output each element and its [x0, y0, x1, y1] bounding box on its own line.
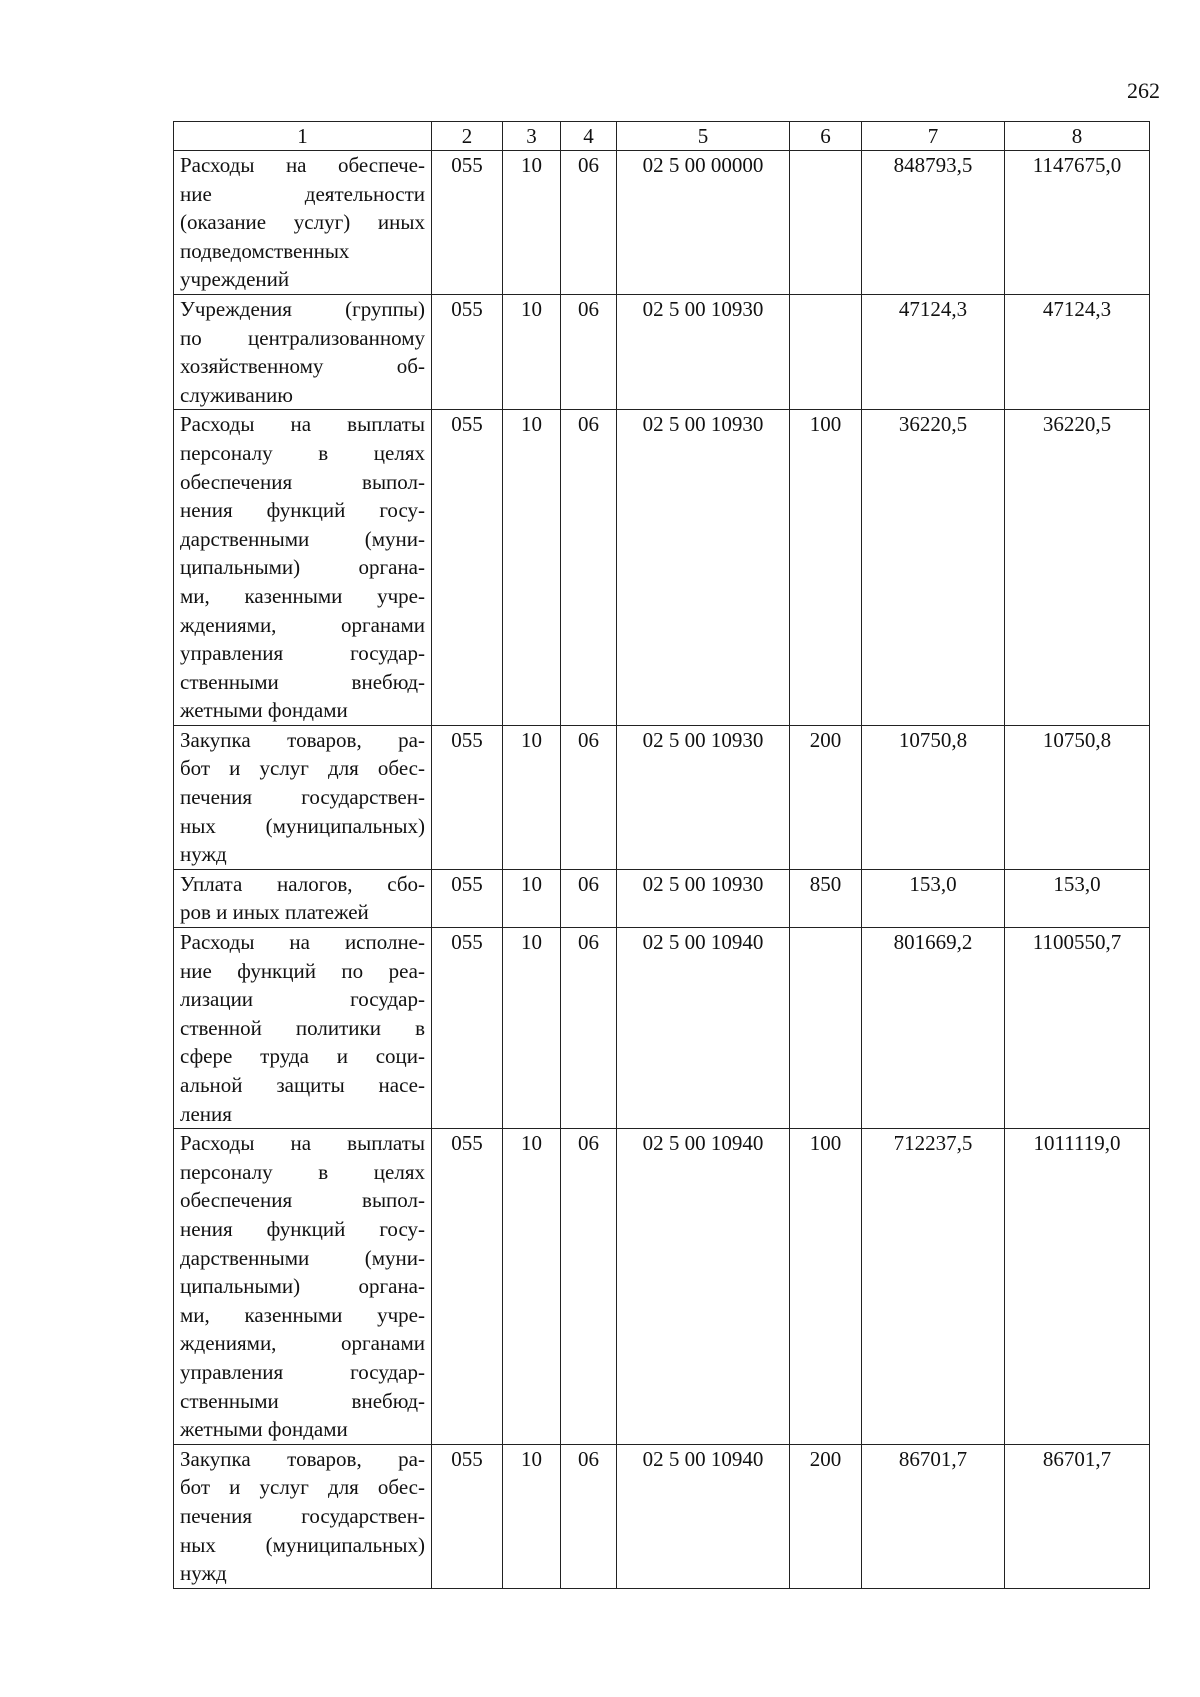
subsection-code: 06	[561, 410, 617, 726]
column-header-4: 4	[561, 122, 617, 151]
expense-description	[174, 294, 432, 409]
amount-year-2: 36220,5	[1005, 410, 1150, 726]
amount-year-1: 10750,8	[862, 725, 1005, 869]
description-line: дарственными (муни-	[180, 1245, 425, 1270]
expense-description	[174, 151, 432, 295]
table-row	[174, 1129, 1150, 1445]
budget-table	[173, 121, 1150, 1589]
expense-type-code: 100	[790, 410, 862, 726]
column-header-6: 6	[790, 122, 862, 151]
table-body	[174, 151, 1150, 1589]
description-line: ственными внебюд-	[180, 669, 425, 694]
expense-description	[174, 725, 432, 869]
section-code: 10	[503, 869, 561, 927]
target-article-code: 02 5 00 10940	[617, 1129, 790, 1445]
description-line: ми, казенными учре-	[180, 1302, 425, 1327]
table-row	[174, 928, 1150, 1129]
subsection-code: 06	[561, 928, 617, 1129]
subsection-code: 06	[561, 1444, 617, 1588]
amount-year-2: 1100550,7	[1005, 928, 1150, 1129]
description-line: (оказание услуг) иных	[180, 210, 425, 235]
description-line: лизации государ-	[180, 987, 425, 1012]
description-line: ления	[180, 1101, 232, 1126]
amount-year-2: 47124,3	[1005, 294, 1150, 409]
description-line: нения функций госу-	[180, 1216, 425, 1241]
expense-description	[174, 410, 432, 726]
table-row	[174, 725, 1150, 869]
expense-description	[174, 928, 432, 1129]
amount-year-1: 712237,5	[862, 1129, 1005, 1445]
description-line: ров и иных платежей	[180, 900, 369, 925]
expense-description	[174, 1129, 432, 1445]
description-line: ных (муниципальных)	[180, 813, 425, 838]
description-line: жетными фондами	[180, 1417, 348, 1442]
section-code: 10	[503, 410, 561, 726]
amount-year-1: 47124,3	[862, 294, 1005, 409]
amount-year-2: 1011119,0	[1005, 1129, 1150, 1445]
description-line: персоналу в целях	[180, 440, 425, 465]
description-line: печения государствен-	[180, 785, 425, 810]
section-code: 10	[503, 928, 561, 1129]
expense-type-code	[790, 928, 862, 1129]
subsection-code: 06	[561, 294, 617, 409]
column-header-3: 3	[503, 122, 561, 151]
description-line: бот и услуг для обес-	[180, 756, 425, 781]
section-code: 10	[503, 725, 561, 869]
expense-description	[174, 869, 432, 927]
target-article-code: 02 5 00 10940	[617, 1444, 790, 1588]
description-line: нужд	[180, 1561, 227, 1586]
description-line: служиванию	[180, 382, 293, 407]
ministry-code: 055	[432, 928, 503, 1129]
description-line: ми, казенными учре-	[180, 583, 425, 608]
description-line: нужд	[180, 842, 227, 867]
amount-year-2: 10750,8	[1005, 725, 1150, 869]
amount-year-1: 153,0	[862, 869, 1005, 927]
description-line: Уплата налогов, сбо-	[180, 871, 425, 896]
amount-year-2: 153,0	[1005, 869, 1150, 927]
amount-year-2: 86701,7	[1005, 1444, 1150, 1588]
description-line: ных (муниципальных)	[180, 1532, 425, 1557]
target-article-code: 02 5 00 00000	[617, 151, 790, 295]
ministry-code: 055	[432, 410, 503, 726]
subsection-code: 06	[561, 725, 617, 869]
column-header-2: 2	[432, 122, 503, 151]
column-header-1: 1	[174, 122, 432, 151]
ministry-code: 055	[432, 294, 503, 409]
expense-type-code: 850	[790, 869, 862, 927]
amount-year-1: 801669,2	[862, 928, 1005, 1129]
subsection-code: 06	[561, 1129, 617, 1445]
description-line: Закупка товаров, ра-	[180, 1446, 425, 1471]
description-line: по централизованному	[180, 325, 425, 350]
description-line: подведомственных	[180, 238, 350, 263]
description-line: Расходы на исполне-	[180, 930, 425, 955]
description-line: нения функций госу-	[180, 498, 425, 523]
column-header-8: 8	[1005, 122, 1150, 151]
column-header-7: 7	[862, 122, 1005, 151]
subsection-code: 06	[561, 151, 617, 295]
ministry-code: 055	[432, 151, 503, 295]
description-line: бот и услуг для обес-	[180, 1475, 425, 1500]
expense-description	[174, 1444, 432, 1588]
expense-type-code: 200	[790, 725, 862, 869]
target-article-code: 02 5 00 10940	[617, 928, 790, 1129]
description-line: ние функций по реа-	[180, 958, 425, 983]
description-line: Закупка товаров, ра-	[180, 727, 425, 752]
expense-type-code	[790, 294, 862, 409]
ministry-code: 055	[432, 869, 503, 927]
section-code: 10	[503, 294, 561, 409]
amount-year-1: 848793,5	[862, 151, 1005, 295]
description-line: дарственными (муни-	[180, 526, 425, 551]
target-article-code: 02 5 00 10930	[617, 725, 790, 869]
target-article-code: 02 5 00 10930	[617, 410, 790, 726]
ministry-code: 055	[432, 1444, 503, 1588]
column-header-5: 5	[617, 122, 790, 151]
subsection-code: 06	[561, 869, 617, 927]
expense-type-code	[790, 151, 862, 295]
description-line: альной защиты насе-	[180, 1073, 425, 1097]
expense-type-code: 100	[790, 1129, 862, 1445]
section-code: 10	[503, 1129, 561, 1445]
table-row	[174, 151, 1150, 295]
description-line: управления государ-	[180, 1359, 425, 1384]
description-line: ждениями, органами	[180, 1331, 425, 1356]
amount-year-1: 86701,7	[862, 1444, 1005, 1588]
description-line: жетными фондами	[180, 698, 348, 723]
page-number: 262	[1127, 78, 1160, 103]
target-article-code: 02 5 00 10930	[617, 869, 790, 927]
description-line: учреждений	[180, 267, 290, 292]
description-line: персоналу в целях	[180, 1159, 425, 1184]
description-line: хозяйственному об-	[180, 354, 425, 379]
table-row	[174, 410, 1150, 726]
ministry-code: 055	[432, 1129, 503, 1445]
amount-year-1: 36220,5	[862, 410, 1005, 726]
description-line: обеспечения выпол-	[180, 469, 425, 494]
description-line: Учреждения (группы)	[180, 296, 425, 321]
description-line: Расходы на выплаты	[180, 412, 425, 437]
description-line: ципальными) органа-	[180, 1274, 425, 1299]
expense-type-code: 200	[790, 1444, 862, 1588]
description-line: управления государ-	[180, 641, 425, 666]
description-line: Расходы на выплаты	[180, 1131, 425, 1156]
target-article-code: 02 5 00 10930	[617, 294, 790, 409]
table-row	[174, 869, 1150, 927]
description-line: обеспечения выпол-	[180, 1188, 425, 1213]
section-code: 10	[503, 1444, 561, 1588]
description-line: ципальными) органа-	[180, 555, 425, 580]
description-line: ственными внебюд-	[180, 1388, 425, 1413]
description-line: ние деятельности	[180, 181, 425, 206]
description-line: ственной политики в	[180, 1015, 425, 1040]
description-line: сфере труда и соци-	[180, 1044, 425, 1069]
table-row	[174, 1444, 1150, 1588]
description-line: печения государствен-	[180, 1503, 425, 1528]
section-code: 10	[503, 151, 561, 295]
table-row	[174, 294, 1150, 409]
description-line: ждениями, органами	[180, 612, 425, 637]
amount-year-2: 1147675,0	[1005, 151, 1150, 295]
ministry-code: 055	[432, 725, 503, 869]
header-row	[174, 122, 1150, 151]
description-line: Расходы на обеспече-	[180, 153, 425, 177]
